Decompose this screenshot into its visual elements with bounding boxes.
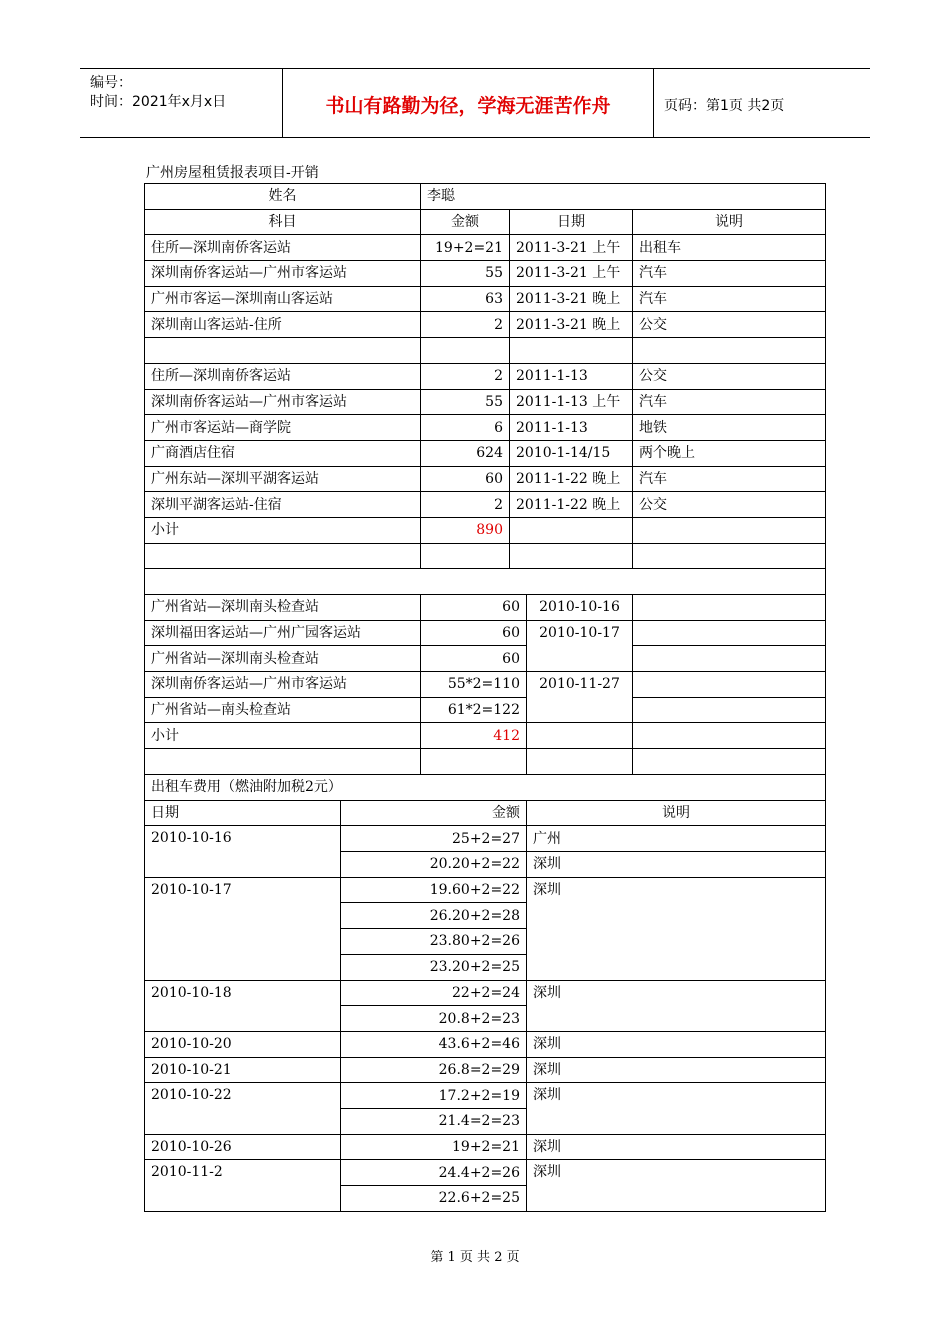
amount-cell: 25+2=27 xyxy=(341,826,527,852)
date-cell: 2010-10-16 xyxy=(527,595,633,621)
name-row xyxy=(145,184,826,210)
amount-cell: 24.4+2=26 xyxy=(341,1160,527,1186)
note-cell: 深圳 xyxy=(527,1083,826,1134)
col-header-date: 日期 xyxy=(510,209,633,235)
note-cell xyxy=(633,620,826,646)
date-cell: 2010-10-20 xyxy=(145,1031,341,1057)
subject-cell: 住所—深圳南侨客运站 xyxy=(145,363,421,389)
table-header-row xyxy=(145,800,826,826)
note-cell xyxy=(633,338,826,364)
amount-cell: 55 xyxy=(421,389,510,415)
serial-number-label: 编号： xyxy=(90,75,132,91)
amount-cell: 26.8=2=29 xyxy=(341,1057,527,1083)
table-row xyxy=(145,261,826,287)
table-row xyxy=(145,1057,826,1083)
subject-cell: 深圳平湖客运站-住宿 xyxy=(145,492,421,518)
date-cell: 2010-10-26 xyxy=(145,1134,341,1160)
amount-cell: 55 xyxy=(421,261,510,287)
subject-cell: 深圳南侨客运站—广州市客运站 xyxy=(145,672,421,698)
subject-cell xyxy=(145,338,421,364)
empty-row xyxy=(145,749,826,775)
note-cell: 汽车 xyxy=(633,389,826,415)
amount-cell: 23.80+2=26 xyxy=(341,929,527,955)
amount-cell: 22+2=24 xyxy=(341,980,527,1006)
amount-cell: 21.4=2=23 xyxy=(341,1108,527,1134)
date-cell: 2011-1-13 xyxy=(510,363,633,389)
note-cell: 汽车 xyxy=(633,286,826,312)
date-cell: 2010-10-17 xyxy=(145,877,341,980)
amount-cell: 20.8+2=23 xyxy=(341,1006,527,1032)
note-cell: 深圳 xyxy=(527,852,826,878)
page-footer: 第 1 页 共 2 页 xyxy=(430,1250,520,1265)
subject-cell: 广商酒店住宿 xyxy=(145,440,421,466)
table-row xyxy=(145,286,826,312)
amount-cell: 19+2=21 xyxy=(421,235,510,261)
subject-cell: 广州省站—南头检查站 xyxy=(145,697,421,723)
amount-cell: 60 xyxy=(421,466,510,492)
amount-cell: 23.20+2=25 xyxy=(341,954,527,980)
amount-cell: 55*2=110 xyxy=(421,672,527,698)
amount-cell: 63 xyxy=(421,286,510,312)
note-cell: 公交 xyxy=(633,312,826,338)
note-cell: 两个晚上 xyxy=(633,440,826,466)
amount-cell: 60 xyxy=(421,620,527,646)
name-label: 姓名 xyxy=(145,184,421,210)
subtotal-row xyxy=(145,517,826,543)
section-title-row xyxy=(145,775,826,801)
table-row xyxy=(145,697,826,723)
note-cell: 深圳 xyxy=(527,1160,826,1211)
amount-cell: 2 xyxy=(421,492,510,518)
empty-cell xyxy=(510,517,633,543)
table-row xyxy=(145,620,826,646)
note-cell: 深圳 xyxy=(527,1031,826,1057)
date-cell: 2011-1-13 上午 xyxy=(510,389,633,415)
table-row xyxy=(145,389,826,415)
header-page-cell xyxy=(654,69,870,137)
name-value: 李聪 xyxy=(421,184,826,210)
date-cell: 2011-3-21 晚上 xyxy=(510,286,633,312)
subject-cell: 广州东站—深圳平湖客运站 xyxy=(145,466,421,492)
empty-cell xyxy=(633,543,826,569)
col-header-date: 日期 xyxy=(145,800,341,826)
subject-cell: 广州市客运—深圳南山客运站 xyxy=(145,286,421,312)
table-row xyxy=(145,492,826,518)
motto-text: 书山有路勤为径，学海无涯苦作舟 xyxy=(325,95,611,117)
empty-cell xyxy=(145,569,826,595)
table-row xyxy=(145,415,826,441)
table-row xyxy=(145,312,826,338)
note-cell: 公交 xyxy=(633,363,826,389)
subject-cell: 深圳南山客运站-住所 xyxy=(145,312,421,338)
empty-cell xyxy=(421,543,510,569)
subtotal-row xyxy=(145,723,826,749)
expense-table-1 xyxy=(144,183,826,595)
amount-cell: 60 xyxy=(421,595,527,621)
table-row xyxy=(145,826,826,852)
subtotal-label: 小计 xyxy=(145,517,421,543)
page-number-label: 页码：第1页 共2页 xyxy=(664,98,785,114)
table-row xyxy=(145,672,826,698)
table-row xyxy=(145,235,826,261)
empty-cell xyxy=(510,543,633,569)
note-cell: 深圳 xyxy=(527,1134,826,1160)
empty-cell xyxy=(145,543,421,569)
note-cell: 汽车 xyxy=(633,261,826,287)
empty-cell xyxy=(145,749,421,775)
col-header-note: 说明 xyxy=(527,800,826,826)
amount-cell: 6 xyxy=(421,415,510,441)
table-row xyxy=(145,466,826,492)
subtotal-value: 890 xyxy=(421,517,510,543)
date-cell: 2011-3-21 晚上 xyxy=(510,312,633,338)
date-cell: 2010-10-16 xyxy=(145,826,341,877)
date-cell: 2010-11-2 xyxy=(145,1160,341,1211)
empty-cell xyxy=(633,517,826,543)
empty-row xyxy=(145,543,826,569)
amount-cell: 2 xyxy=(421,312,510,338)
col-header-amount: 金额 xyxy=(341,800,527,826)
table-row xyxy=(145,877,826,903)
table-row xyxy=(145,440,826,466)
subject-cell: 广州省站—深圳南头检查站 xyxy=(145,595,421,621)
note-cell: 深圳 xyxy=(527,877,826,980)
empty-cell xyxy=(527,749,633,775)
date-cell: 2010-1-14/15 xyxy=(510,440,633,466)
note-cell xyxy=(633,595,826,621)
header-motto-cell xyxy=(283,69,654,137)
date-cell: 2010-11-27 xyxy=(527,672,633,723)
table-row xyxy=(145,1031,826,1057)
table-row xyxy=(145,646,826,672)
expense-table-2 xyxy=(144,594,826,775)
note-cell: 深圳 xyxy=(527,980,826,1031)
date-cell: 2010-10-21 xyxy=(145,1057,341,1083)
date-cell: 2011-1-13 xyxy=(510,415,633,441)
empty-cell xyxy=(527,723,633,749)
amount-cell: 22.6+2=25 xyxy=(341,1186,527,1212)
amount-cell: 60 xyxy=(421,646,527,672)
empty-cell xyxy=(633,749,826,775)
table-row xyxy=(145,338,826,364)
separator-row xyxy=(145,569,826,595)
date-cell: 2011-3-21 上午 xyxy=(510,235,633,261)
date-cell: 2011-1-22 晚上 xyxy=(510,466,633,492)
amount-cell: 43.6+2=46 xyxy=(341,1031,527,1057)
table-row xyxy=(145,595,826,621)
note-cell xyxy=(633,646,826,672)
amount-cell: 19+2=21 xyxy=(341,1134,527,1160)
col-header-note: 说明 xyxy=(633,209,826,235)
note-cell: 出租车 xyxy=(633,235,826,261)
date-cell xyxy=(510,338,633,364)
time-label: 时间：2021年x月x日 xyxy=(90,94,227,110)
amount-cell xyxy=(421,338,510,364)
subject-cell: 深圳南侨客运站—广州市客运站 xyxy=(145,389,421,415)
date-cell: 2010-10-18 xyxy=(145,980,341,1031)
note-cell: 汽车 xyxy=(633,466,826,492)
note-cell xyxy=(633,697,826,723)
note-cell: 深圳 xyxy=(527,1057,826,1083)
date-cell: 2010-10-22 xyxy=(145,1083,341,1134)
amount-cell: 26.20+2=28 xyxy=(341,903,527,929)
table-row xyxy=(145,1160,826,1186)
table-row xyxy=(145,1083,826,1109)
amount-cell: 20.20+2=22 xyxy=(341,852,527,878)
empty-cell xyxy=(421,749,527,775)
note-cell: 地铁 xyxy=(633,415,826,441)
col-header-amount: 金额 xyxy=(421,209,510,235)
note-cell: 广州 xyxy=(527,826,826,852)
date-cell: 2010-10-17 xyxy=(527,620,633,671)
date-cell: 2011-1-22 晚上 xyxy=(510,492,633,518)
empty-cell xyxy=(633,723,826,749)
document-title: 广州房屋租赁报表项目-开销 xyxy=(146,165,319,181)
table-row xyxy=(145,980,826,1006)
subject-cell: 广州省站—深圳南头检查站 xyxy=(145,646,421,672)
note-cell xyxy=(633,672,826,698)
taxi-fee-table xyxy=(144,774,826,1212)
subject-cell: 深圳福田客运站—广州广园客运站 xyxy=(145,620,421,646)
col-header-subject: 科目 xyxy=(145,209,421,235)
subject-cell: 住所—深圳南侨客运站 xyxy=(145,235,421,261)
amount-cell: 61*2=122 xyxy=(421,697,527,723)
amount-cell: 2 xyxy=(421,363,510,389)
table-header-row xyxy=(145,209,826,235)
subject-cell: 广州市客运站—商学院 xyxy=(145,415,421,441)
subtotal-value: 412 xyxy=(421,723,527,749)
header-meta-cell xyxy=(80,69,283,137)
note-cell: 公交 xyxy=(633,492,826,518)
subject-cell: 深圳南侨客运站—广州市客运站 xyxy=(145,261,421,287)
date-cell: 2011-3-21 上午 xyxy=(510,261,633,287)
page-header xyxy=(80,68,870,138)
table-row xyxy=(145,1134,826,1160)
taxi-section-title: 出租车费用（燃油附加税2元） xyxy=(145,775,826,801)
amount-cell: 17.2+2=19 xyxy=(341,1083,527,1109)
subtotal-label: 小计 xyxy=(145,723,421,749)
amount-cell: 624 xyxy=(421,440,510,466)
table-row xyxy=(145,363,826,389)
amount-cell: 19.60+2=22 xyxy=(341,877,527,903)
